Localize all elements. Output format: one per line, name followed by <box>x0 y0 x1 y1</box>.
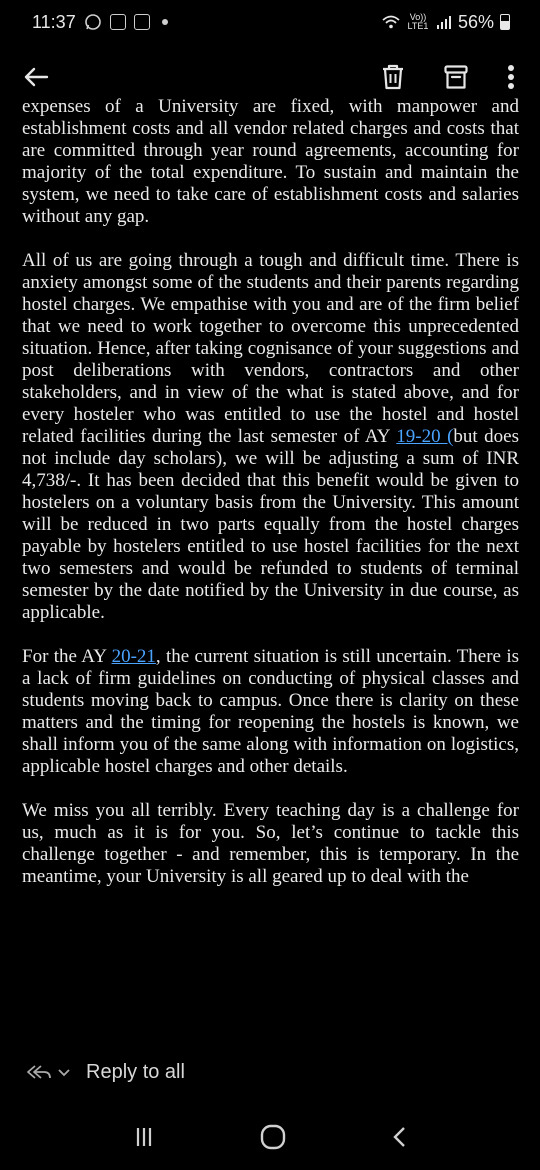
delete-icon[interactable] <box>373 57 413 97</box>
recent-apps-icon[interactable] <box>133 1126 155 1148</box>
text-segment: but does not include day scholars), we will be adjusting a sum of INR 4,738/-. It has been decided that this benefit would be given to hostelers on a voluntary basis from the University. This amount will be reduced in two parts equally from the hostel charges payable by hostelers entitled to use hostel facilities for the next two semesters and would be refunded to students of terminal semester by the date notified by the University in due course, as applicable. <box>22 426 519 623</box>
battery-icon <box>500 14 510 30</box>
app-icon <box>134 14 150 30</box>
ay-link[interactable]: 20-21 <box>111 646 156 667</box>
email-paragraph <box>0 250 540 624</box>
whatsapp-icon <box>84 13 102 31</box>
system-nav-bar <box>0 1104 540 1170</box>
status-right <box>382 12 540 33</box>
more-vert-icon[interactable] <box>491 57 531 97</box>
ay-link[interactable]: 19-20 ( <box>396 426 454 447</box>
status-bar <box>0 0 540 44</box>
reply-icons[interactable] <box>0 1063 70 1081</box>
network-label: Vo)) LTE1 <box>407 12 429 31</box>
reply-all-button[interactable]: Reply to all <box>86 1060 185 1083</box>
reply-all-icon[interactable] <box>26 1063 52 1081</box>
email-paragraph <box>0 96 540 228</box>
back-icon[interactable] <box>391 1126 407 1148</box>
email-paragraph <box>0 646 540 778</box>
battery-percent: 56% <box>457 11 494 32</box>
app-icon <box>110 14 126 30</box>
text-segment: , the current situation is still uncertain. There is a lack of firm guidelines on conducting of physical classes and students moving back to campus. Once there is clarity on these matters and the timing for reopening the hostels is known, we shall inform you of the same along with information on logistics, applicable hostel charges and other details. <box>22 646 519 777</box>
text-segment: We miss you all terribly. Every teaching day is a challenge for us, much as it is for you. So, let’s continue to tackle this challenge together - and remember, this is temporary. In the meantime, your University is all geared up to deal with the <box>22 800 519 887</box>
reply-bar <box>0 1040 540 1104</box>
notification-dot-icon <box>162 19 168 25</box>
text-segment: For the AY <box>22 646 112 667</box>
wifi-icon <box>382 15 400 29</box>
text-segment: All of us are going through a tough and difficult time. There is anxiety amongst some of the students and their parents regarding hostel charges. We empathise with you and are of the firm belief that we need to work together to overcome this unprecedented situation. Hence, after taking cognisance of your suggestions and post deliberations with vendors, contractors and other stakeholders, and in view of the what is stated above, and for every hosteler who was entitled to use the hostel and hostel related facilities during the last semester of AY <box>22 250 519 447</box>
email-paragraph <box>0 800 540 888</box>
status-time: 11:37 <box>32 11 76 32</box>
status-left <box>0 12 168 33</box>
text-segment: expenses of a University are fixed, with manpower and establishment costs and all vendor related charges and costs that are committed through year round agreements, accounting for majority of the total expenditure. To sustain and maintain the system, we need to take care of establishment costs and salaries without any gap. <box>22 96 519 227</box>
home-icon[interactable] <box>260 1124 286 1150</box>
signal-icon <box>436 15 452 29</box>
archive-icon[interactable] <box>436 57 476 97</box>
email-body[interactable] <box>0 96 540 1030</box>
back-arrow-icon[interactable] <box>16 57 56 97</box>
chevron-down-icon[interactable] <box>58 1067 70 1077</box>
